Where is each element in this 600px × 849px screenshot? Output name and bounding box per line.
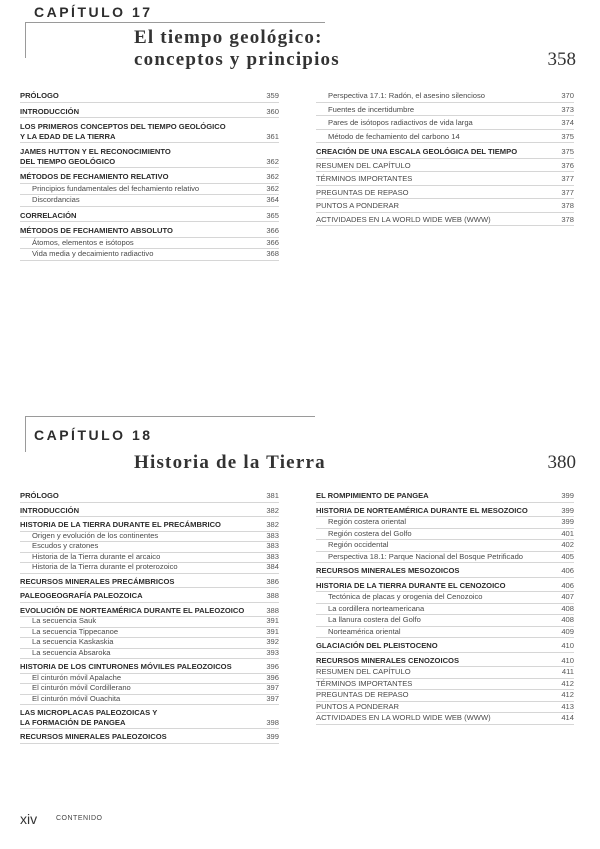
toc-entry-title-line: Región occidental [328, 540, 389, 549]
toc-entry-title [20, 238, 257, 248]
toc-entry-title [20, 226, 257, 236]
toc-entry-title-line: ACTIVIDADES EN LA WORLD WIDE WEB (WWW) [316, 214, 491, 224]
toc-entry-page: 397 [266, 683, 279, 692]
toc-entry-title [316, 641, 552, 651]
toc-entry-page: 384 [266, 562, 279, 571]
toc-entry-title-line: El cinturón móvil Ouachita [32, 693, 121, 703]
toc-entry-title [20, 627, 257, 637]
toc-entry[interactable] [316, 656, 574, 666]
toc-entry-title-line: Método de fechamiento del carbono 14 [328, 131, 460, 141]
toc-entry-page: 381 [266, 491, 279, 500]
toc-entry-title-line: PUNTOS A PONDERAR [316, 201, 399, 210]
toc-entry[interactable] [20, 591, 279, 601]
toc-entry-page: 396 [266, 672, 279, 682]
toc-entry-title [316, 627, 552, 637]
toc-entry[interactable] [316, 491, 574, 501]
toc-entry-title-line: RESUMEN DEL CAPÍTULO [316, 667, 411, 676]
toc-entry[interactable] [20, 694, 279, 704]
toc-entry-page: 393 [266, 647, 279, 657]
toc-entry[interactable] [316, 188, 574, 198]
toc-entry-title-line: MÉTODOS DE FECHAMIENTO ABSOLUTO [20, 226, 173, 235]
toc-entry-title-line: GLACIACIÓN DEL PLEISTOCENO [316, 641, 438, 650]
toc-entry[interactable] [20, 107, 279, 117]
toc-entry-title-line: HISTORIA DE LOS CINTURONES MÓVILES PALEOZOICOS [20, 662, 232, 671]
toc-entry-title-line: Perspectiva 18.1: Parque Nacional del Bosque Petrificado [328, 551, 524, 561]
footer-section-label: CONTENIDO [56, 815, 103, 822]
toc-entry-title-line: DEL TIEMPO GEOLÓGICO [20, 156, 116, 166]
toc-entry-title-line: PREGUNTAS DE REPASO [316, 690, 409, 699]
footer-page-number: xiv [20, 811, 38, 827]
toc-entry-divider [316, 185, 574, 186]
toc-entry-title-line: Región costera oriental [328, 517, 407, 526]
toc-entry-title [20, 531, 257, 541]
toc-entry-title-line: MÉTODOS DE FECHAMIENTO RELATIVO [20, 172, 169, 181]
toc-entry-title [20, 683, 257, 693]
toc-entry-title [20, 616, 257, 626]
toc-entry-title [316, 667, 552, 677]
toc-entry-title-line: LAS MICROPLACAS PALEOZOICAS Y [20, 708, 158, 717]
toc-entry[interactable] [316, 529, 574, 539]
toc-entry[interactable] [20, 172, 279, 182]
toc-entry-divider [316, 577, 574, 578]
toc-entry-title-line: Y LA EDAD DE LA TIERRA [20, 131, 116, 141]
toc-entry-page: 409 [561, 626, 574, 636]
toc-entry-page: 412 [561, 690, 574, 699]
chapter-18-rule [25, 416, 315, 417]
toc-entry-title-line: PUNTOS A PONDERAR [316, 701, 399, 711]
toc-entry-title [316, 517, 552, 527]
toc-entry-title-line: CREACIÓN DE UNA ESCALA GEOLÓGICA DEL TIEMPO [316, 147, 518, 156]
toc-entry-title-line: TÉRMINOS IMPORTANTES [316, 678, 413, 688]
toc-entry[interactable] [20, 211, 279, 221]
chapter-17-title-line1: El tiempo geológico: [134, 27, 323, 48]
toc-entry-title-line: HISTORIA DE LA TIERRA DURANTE EL PRECÁMBRICO [20, 520, 221, 529]
toc-entry[interactable] [20, 627, 279, 637]
toc-entry[interactable] [316, 667, 574, 677]
toc-entry-divider [316, 502, 574, 503]
toc-entry-page: 376 [561, 160, 574, 170]
toc-entry-title-line: RECURSOS MINERALES CENOZOICOS [316, 655, 460, 665]
toc-entry-title [316, 201, 552, 211]
toc-entry-page: 388 [266, 605, 279, 615]
toc-entry-divider [20, 743, 279, 744]
toc-entry[interactable] [20, 238, 279, 248]
toc-entry-page: 365 [266, 210, 279, 220]
toc-entry-divider [20, 221, 279, 222]
toc-entry[interactable] [20, 249, 279, 259]
toc-entry-divider [316, 637, 574, 638]
toc-entry-title-line: RECURSOS MINERALES MESOZOICOS [316, 566, 460, 575]
toc-entry-page: 386 [266, 576, 279, 586]
toc-entry-page: 370 [561, 91, 574, 100]
toc-entry-page: 382 [266, 520, 279, 529]
toc-entry-title [20, 552, 257, 562]
toc-entry-title [316, 713, 552, 723]
toc-entry-page: 375 [561, 131, 574, 141]
toc-entry[interactable] [20, 122, 279, 141]
toc-entry[interactable] [316, 132, 574, 142]
toc-entry-title [20, 249, 257, 259]
toc-entry-page: 364 [266, 195, 279, 204]
toc-entry-title [316, 161, 552, 171]
toc-entry-title-line: Historia de la Tierra durante el arcaico [32, 551, 161, 561]
toc-entry[interactable] [20, 732, 279, 742]
toc-entry-divider [316, 225, 574, 226]
toc-entry-divider [316, 142, 574, 143]
toc-entry[interactable] [316, 215, 574, 225]
toc-entry-title-line: Historia de la Tierra durante el proterozoico [32, 562, 178, 571]
toc-entry-title-line: RECURSOS MINERALES PALEOZOICOS [20, 732, 167, 741]
toc-entry[interactable] [20, 520, 279, 530]
toc-entry[interactable] [316, 604, 574, 614]
toc-entry-page: 362 [266, 172, 279, 181]
toc-entry[interactable] [20, 147, 279, 166]
toc-entry[interactable] [316, 91, 574, 101]
toc-entry-page: 406 [561, 580, 574, 590]
toc-entry-title [316, 592, 552, 602]
toc-entry-divider [20, 658, 279, 659]
toc-entry-page: 378 [561, 201, 574, 210]
toc-entry-page: 411 [561, 667, 574, 676]
toc-entry[interactable] [20, 708, 279, 727]
toc-entry-title [20, 491, 257, 501]
toc-entry-title [20, 708, 257, 727]
toc-entry[interactable] [316, 581, 574, 591]
toc-entry-title [20, 107, 257, 117]
toc-entry-title [20, 591, 257, 601]
toc-entry-page: 362 [266, 156, 279, 166]
toc-entry-page: 399 [561, 517, 574, 526]
toc-entry-page: 359 [266, 91, 279, 100]
toc-entry-title-line: Perspectiva 17.1: Radón, el asesino silencioso [328, 91, 486, 100]
toc-entry-page: 399 [561, 491, 574, 500]
toc-entry[interactable] [20, 195, 279, 205]
toc-entry-title [20, 184, 257, 194]
toc-entry-title [316, 188, 552, 198]
toc-entry-title-line: ACTIVIDADES EN LA WORLD WIDE WEB (WWW) [316, 713, 491, 722]
toc-entry-title-line: EL ROMPIMIENTO DE PANGEA [316, 491, 429, 500]
chapter-17-toc-left [20, 91, 279, 259]
toc-entry-page: 378 [561, 214, 574, 224]
toc-entry-divider [20, 502, 279, 503]
toc-entry-page: 383 [266, 530, 279, 540]
toc-entry[interactable] [316, 702, 574, 712]
toc-entry-page: 368 [266, 249, 279, 258]
toc-entry-title [316, 118, 552, 128]
toc-entry-title-line: La secuencia Sauk [32, 616, 97, 625]
toc-entry[interactable] [20, 577, 279, 587]
toc-entry-page: 405 [561, 551, 574, 561]
toc-entry[interactable] [20, 616, 279, 626]
toc-entry-title-line: Tectónica de placas y orogenia del Cenozoico [328, 592, 483, 601]
toc-entry-page: 408 [561, 615, 574, 624]
toc-entry-divider [316, 102, 574, 103]
toc-entry-page: 410 [561, 655, 574, 665]
chapter-17-page: 358 [547, 49, 576, 70]
toc-entry-title [20, 562, 257, 572]
toc-entry-page: 414 [561, 713, 574, 722]
toc-entry-page: 406 [561, 566, 574, 575]
toc-entry-title-line: Norteamérica oriental [328, 626, 401, 636]
toc-entry-page: 382 [266, 505, 279, 515]
toc-entry-title-line: PALEOGEOGRAFÍA PALEOZOICA [20, 591, 143, 600]
toc-entry-divider [20, 728, 279, 729]
toc-entry-title [316, 581, 552, 591]
toc-entry-page: 383 [266, 541, 279, 550]
toc-entry[interactable] [316, 147, 574, 157]
toc-entry[interactable] [316, 690, 574, 700]
toc-entry-title-line: CORRELACIÓN [20, 210, 77, 220]
toc-entry-title-line: La secuencia Kaskaskia [32, 637, 114, 646]
toc-entry-title [316, 215, 552, 225]
toc-entry-title [20, 694, 257, 704]
toc-entry-title [316, 702, 552, 712]
toc-entry-divider [316, 562, 574, 563]
toc-entry[interactable] [20, 606, 279, 616]
toc-entry-title [20, 606, 257, 616]
toc-entry-title [316, 552, 552, 562]
toc-entry-title-line: INTRODUCCIÓN [20, 505, 80, 515]
toc-entry[interactable] [20, 637, 279, 647]
toc-entry-title-line: El cinturón móvil Apalache [32, 672, 122, 682]
toc-entry-title [20, 172, 257, 182]
toc-entry-divider [20, 516, 279, 517]
toc-entry-title [20, 211, 257, 221]
toc-entry[interactable] [20, 552, 279, 562]
toc-entry-title [316, 132, 552, 142]
toc-entry-title-line: LA FORMACIÓN DE PANGEA [20, 717, 126, 727]
chapter-17-rule [25, 22, 325, 23]
chapter-17-label: CAPÍTULO 17 [34, 4, 153, 20]
toc-entry-title [20, 91, 257, 101]
toc-entry-page: 397 [266, 693, 279, 703]
toc-entry-divider [316, 171, 574, 172]
toc-entry[interactable] [20, 562, 279, 572]
toc-entry[interactable] [316, 641, 574, 651]
toc-entry[interactable] [316, 517, 574, 527]
toc-entry-title [316, 604, 552, 614]
toc-entry-page: 377 [561, 174, 574, 183]
toc-entry-divider [20, 142, 279, 143]
toc-entry-title-line: HISTORIA DE NORTEAMÉRICA DURANTE EL MESOZOICO [316, 505, 528, 515]
toc-entry-page: 399 [561, 505, 574, 515]
toc-entry-divider [316, 115, 574, 116]
toc-entry-page: 408 [561, 603, 574, 613]
toc-entry-title [316, 174, 552, 184]
toc-entry-title [316, 615, 552, 625]
toc-entry-page: 375 [561, 147, 574, 156]
toc-entry-title-line: La secuencia Absaroka [32, 647, 111, 657]
toc-entry-title [20, 520, 257, 530]
toc-entry[interactable] [20, 662, 279, 672]
toc-entry-title-line: RECURSOS MINERALES PRECÁMBRICOS [20, 576, 175, 586]
toc-entry-title-line: PREGUNTAS DE REPASO [316, 187, 409, 197]
toc-entry-title-line: Escudos y cratones [32, 541, 99, 550]
toc-entry-title-line: LOS PRIMEROS CONCEPTOS DEL TIEMPO GEOLÓGICO [20, 122, 226, 131]
toc-entry-title-line: Discordancias [32, 195, 80, 204]
toc-entry[interactable] [316, 552, 574, 562]
toc-entry-divider [20, 704, 279, 705]
toc-entry[interactable] [316, 592, 574, 602]
toc-entry[interactable] [316, 615, 574, 625]
toc-entry-title [316, 656, 552, 666]
toc-entry-title [316, 529, 552, 539]
toc-entry-title-line: Principios fundamentales del fechamiento relativo [32, 183, 200, 193]
toc-entry-title [20, 637, 257, 647]
toc-entry-page: 361 [266, 131, 279, 141]
toc-entry-divider [316, 724, 574, 725]
toc-entry-page: 413 [561, 701, 574, 711]
toc-entry-title [316, 105, 552, 115]
toc-entry-page: 407 [561, 592, 574, 601]
toc-entry-title [20, 195, 257, 205]
toc-entry[interactable] [20, 673, 279, 683]
toc-entry-divider [20, 587, 279, 588]
toc-entry[interactable] [20, 648, 279, 658]
chapter-18-label: CAPÍTULO 18 [34, 427, 153, 443]
toc-entry[interactable] [316, 201, 574, 211]
toc-entry-divider [20, 117, 279, 118]
toc-entry-page: 402 [561, 540, 574, 549]
chapter-17-title-line2: conceptos y principios [134, 49, 340, 70]
chapter-18-page: 380 [547, 452, 576, 473]
toc-entry[interactable] [316, 566, 574, 576]
chapter-17-toc-right [316, 91, 574, 224]
toc-entry-title [316, 679, 552, 689]
toc-entry-title-line: RESUMEN DEL CAPÍTULO [316, 160, 411, 170]
toc-entry-title [316, 147, 552, 157]
toc-entry[interactable] [20, 506, 279, 516]
toc-entry-divider [316, 129, 574, 130]
toc-entry-title [20, 577, 257, 587]
toc-entry[interactable] [20, 184, 279, 194]
toc-entry[interactable] [316, 679, 574, 689]
toc-entry[interactable] [316, 627, 574, 637]
toc-entry-page: 383 [266, 551, 279, 561]
toc-entry-page: 377 [561, 187, 574, 197]
toc-entry-page: 374 [561, 118, 574, 127]
toc-entry-title [316, 540, 552, 550]
toc-entry[interactable] [20, 226, 279, 236]
toc-entry[interactable] [20, 491, 279, 501]
toc-entry-title-line: INTRODUCCIÓN [20, 106, 80, 116]
toc-entry-title [20, 506, 257, 516]
toc-entry-title-line: La cordillera norteamericana [328, 603, 425, 613]
toc-entry-divider [20, 206, 279, 207]
toc-entry[interactable] [20, 683, 279, 693]
toc-entry-title [316, 566, 552, 576]
chapter-18-vrule [25, 416, 26, 452]
chapter-18-title: Historia de la Tierra [134, 452, 326, 473]
toc-entry-divider [20, 260, 279, 261]
toc-entry-page: 410 [561, 641, 574, 650]
toc-entry-page: 391 [266, 626, 279, 636]
toc-entry[interactable] [20, 531, 279, 541]
toc-entry[interactable] [316, 161, 574, 171]
toc-entry-title [20, 662, 257, 672]
toc-entry[interactable] [316, 174, 574, 184]
toc-entry-title [20, 732, 257, 742]
chapter-18-toc-right [316, 491, 574, 723]
toc-entry-page: 412 [561, 678, 574, 688]
toc-entry[interactable] [316, 105, 574, 115]
toc-entry-title [316, 506, 552, 516]
toc-entry-title [20, 147, 257, 166]
toc-entry-divider [316, 198, 574, 199]
toc-entry-title-line: El cinturón móvil Cordillerano [32, 683, 131, 692]
toc-entry-title-line: Pares de isótopos radiactivos de vida larga [328, 118, 473, 127]
toc-entry-title-line: PRÓLOGO [20, 91, 59, 100]
toc-entry[interactable] [316, 506, 574, 516]
toc-entry[interactable] [316, 540, 574, 550]
toc-entry-title [20, 541, 257, 551]
toc-entry-title-line: EVOLUCIÓN DE NORTEAMÉRICA DURANTE EL PALEOZOICO [20, 605, 245, 615]
toc-entry-title [20, 122, 257, 141]
toc-entry-page: 392 [266, 637, 279, 646]
toc-entry-page: 391 [266, 616, 279, 625]
toc-entry-title [316, 491, 552, 501]
chapter-18-toc-left [20, 491, 279, 742]
toc-entry-title [20, 673, 257, 683]
toc-entry-divider [316, 212, 574, 213]
toc-entry-title-line: HISTORIA DE LA TIERRA DURANTE EL CENOZOICO [316, 580, 506, 590]
toc-entry-title [316, 91, 552, 101]
toc-entry-page: 388 [266, 591, 279, 600]
toc-entry[interactable] [316, 713, 574, 723]
toc-entry-page: 396 [266, 662, 279, 671]
toc-entry-page: 366 [266, 226, 279, 235]
toc-entry-title-line: Origen y evolución de los continentes [32, 530, 159, 540]
toc-entry-divider [20, 602, 279, 603]
toc-entry-title-line: Vida media y decaimiento radiactivo [32, 249, 154, 258]
toc-entry-title-line: La llanura costera del Golfo [328, 615, 421, 624]
toc-entry-title [316, 690, 552, 700]
toc-entry-title-line: JAMES HUTTON Y EL RECONOCIMIENTO [20, 147, 171, 156]
toc-entry-divider [316, 652, 574, 653]
toc-entry-title-line: PRÓLOGO [20, 491, 59, 500]
toc-entry-title-line: Fuentes de incertidumbre [328, 104, 415, 114]
toc-entry-divider [316, 158, 574, 159]
chapter-17-vrule [25, 22, 26, 58]
toc-entry-title-line: TÉRMINOS IMPORTANTES [316, 174, 413, 183]
toc-entry-page: 362 [266, 183, 279, 193]
toc-entry-page: 366 [266, 237, 279, 247]
toc-entry[interactable] [316, 118, 574, 128]
toc-entry[interactable] [20, 91, 279, 101]
toc-entry[interactable] [20, 541, 279, 551]
toc-entry-page: 401 [561, 528, 574, 538]
toc-entry-divider [20, 102, 279, 103]
toc-entry-divider [20, 573, 279, 574]
toc-entry-page: 399 [266, 732, 279, 741]
toc-entry-divider [20, 167, 279, 168]
toc-entry-page: 398 [266, 717, 279, 727]
toc-entry-title-line: Región costera del Golfo [328, 528, 412, 538]
toc-entry-title-line: Átomos, elementos e isótopos [32, 237, 134, 247]
toc-entry-page: 360 [266, 106, 279, 116]
toc-entry-title [20, 648, 257, 658]
toc-entry-page: 373 [561, 104, 574, 114]
toc-entry-title-line: La secuencia Tippecanoe [32, 626, 119, 636]
